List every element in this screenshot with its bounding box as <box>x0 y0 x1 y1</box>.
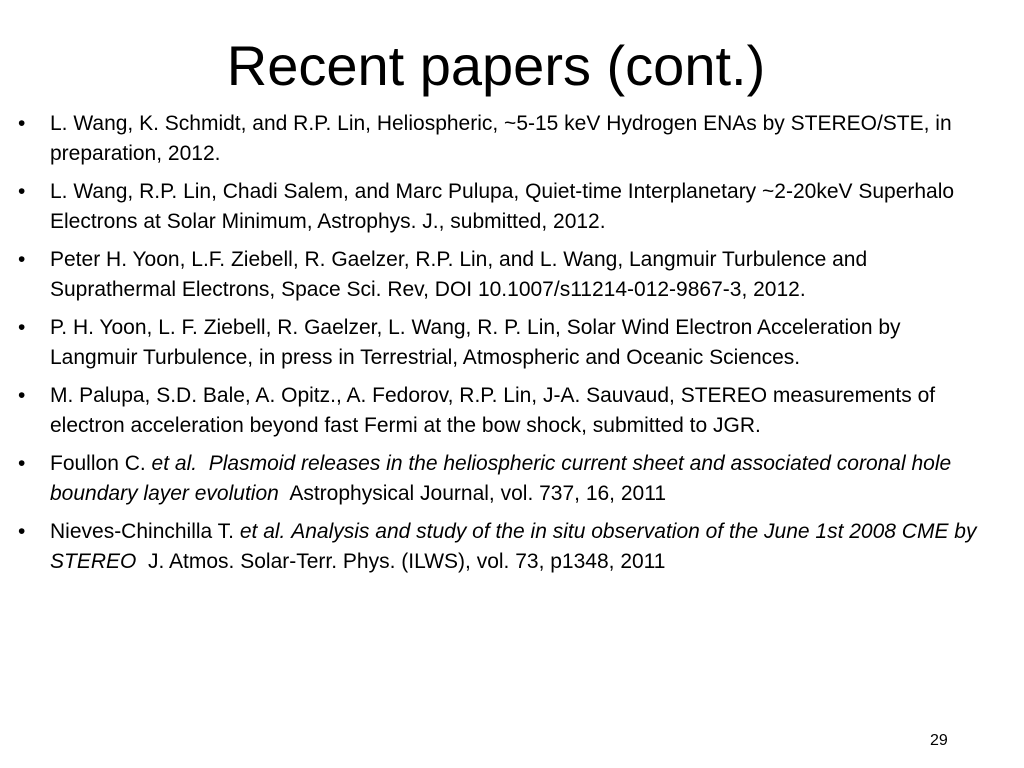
reference-item <box>18 109 993 169</box>
reference-text: P. H. Yoon, L. F. Ziebell, R. Gaelzer, L. Wang, R. P. Lin, Solar Wind Electron Acceleration by Langmuir Turbulence, in press in Terrestrial, Atmospheric and Oceanic Sciences. <box>50 316 901 369</box>
reference-text: L. Wang, R.P. Lin, Chadi Salem, and Marc Pulupa, Quiet-time Interplanetary ~2-20keV Superhalo Electrons at Solar Minimum, Astrophys. J., submitted, 2012. <box>50 180 955 233</box>
reference-source: J. Atmos. Solar-Terr. Phys. (ILWS), vol. 73, p1348, 2011 <box>148 550 666 573</box>
reference-item <box>18 177 993 237</box>
reference-item <box>18 245 993 305</box>
reference-text: Peter H. Yoon, L.F. Ziebell, R. Gaelzer, R.P. Lin, and L. Wang, Langmuir Turbulence and Suprathermal Electrons, Space Sci. Rev, DOI 10.1007/s11214-012-9867-3, 2012. <box>50 248 868 301</box>
reference-item <box>18 381 993 441</box>
bullet-icon: • <box>18 180 26 203</box>
reference-etal: et al. <box>239 520 286 543</box>
bullet-icon: • <box>18 452 26 475</box>
reference-item <box>18 449 993 509</box>
slide-title: Recent papers (cont.) <box>226 34 766 97</box>
bullet-icon: • <box>18 112 26 135</box>
reference-etal: et al. <box>151 452 198 475</box>
bullet-icon: • <box>18 248 26 271</box>
bullet-icon: • <box>18 384 26 407</box>
bullet-icon: • <box>18 520 26 543</box>
reference-author: Foullon C. <box>50 452 152 475</box>
reference-text: M. Palupa, S.D. Bale, A. Opitz., A. Fedorov, R.P. Lin, J-A. Sauvaud, STEREO measurements of electron acceleration beyond fast Fermi at the bow shock, submitted to JGR. <box>50 384 936 437</box>
reference-text: L. Wang, K. Schmidt, and R.P. Lin, Heliospheric, ~5-15 keV Hydrogen ENAs by STEREO/STE, in preparation, 2012. <box>50 112 952 165</box>
reference-title: Analysis and study of the in situ observation of the June 1st 2008 CME by STEREO <box>50 520 977 573</box>
page-number: 29 <box>930 732 948 749</box>
bullet-icon: • <box>18 316 26 339</box>
reference-title: Plasmoid releases in the heliospheric current sheet and associated coronal hole boundary layer evolution <box>50 452 952 505</box>
reference-author: Nieves-Chinchilla T. <box>50 520 240 543</box>
reference-item <box>18 313 993 373</box>
reference-source: Astrophysical Journal, vol. 737, 16, 2011 <box>289 482 667 505</box>
reference-list <box>18 109 993 585</box>
reference-item <box>18 517 993 577</box>
